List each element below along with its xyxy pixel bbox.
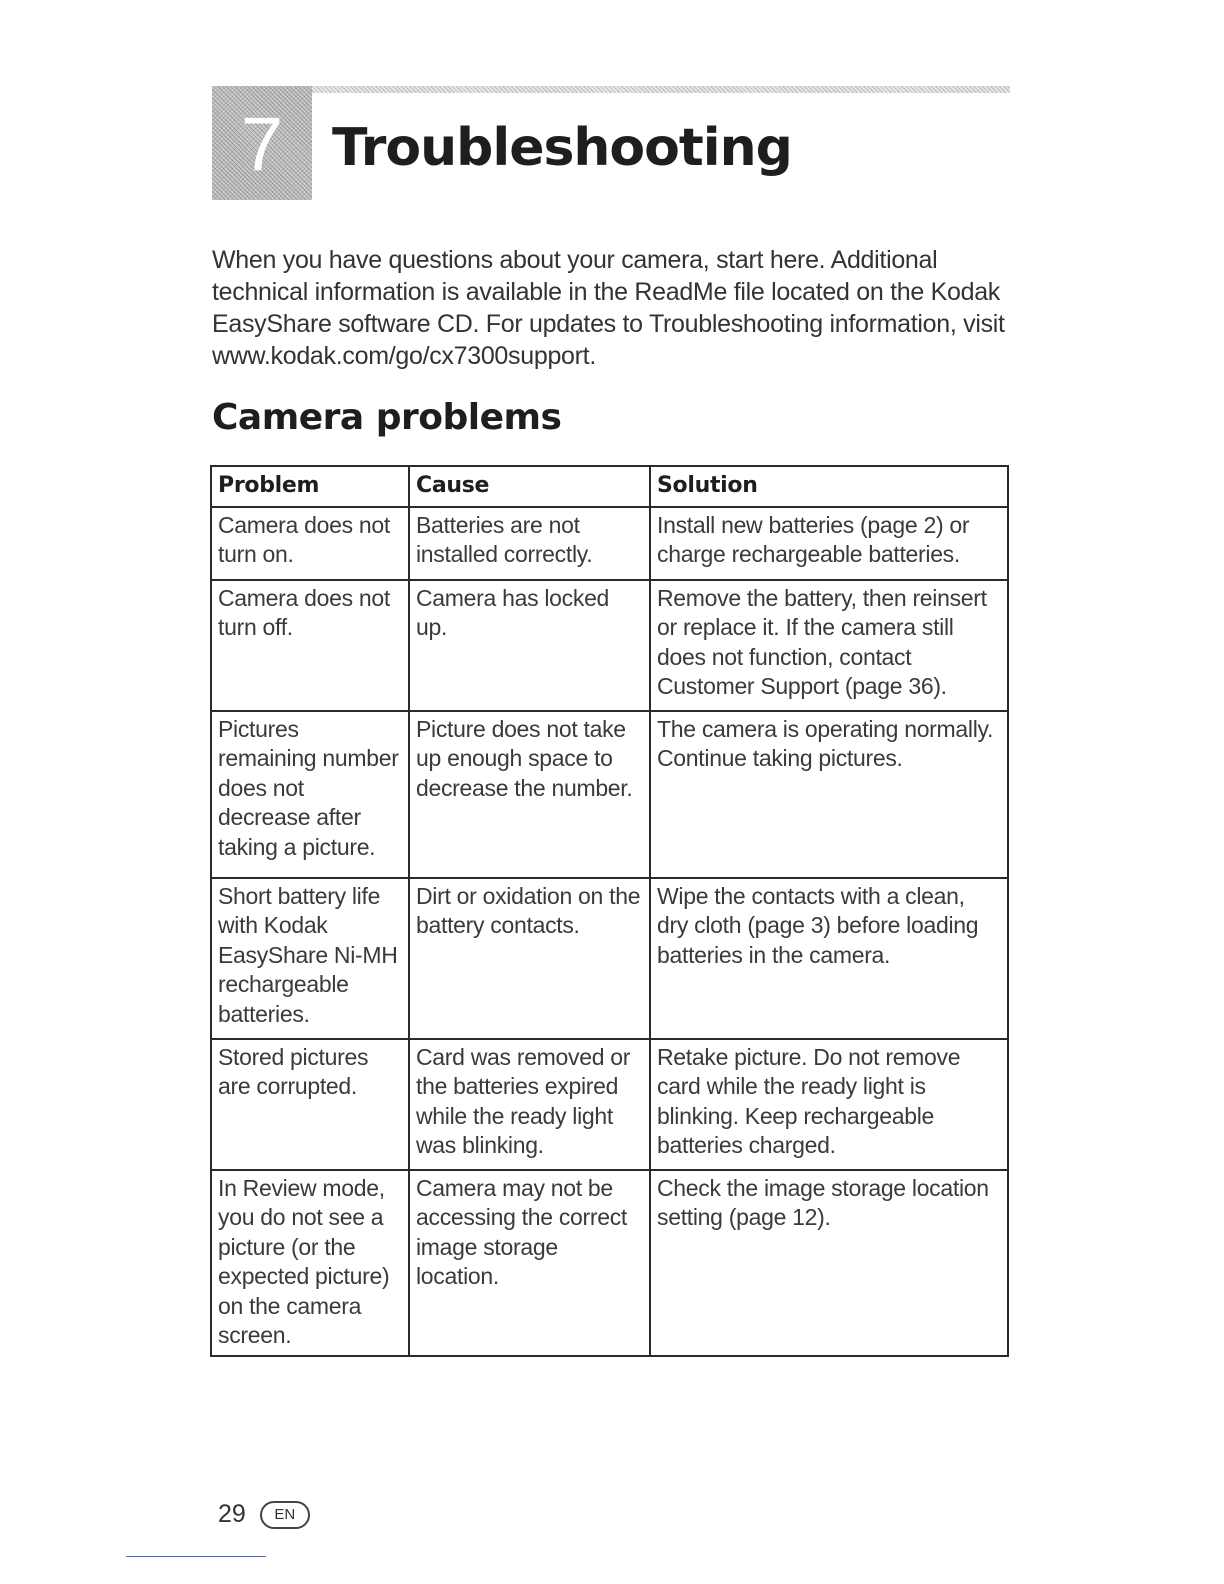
cause-cell: Camera has locked up. bbox=[409, 580, 650, 711]
solution-cell: Wipe the contacts with a clean, dry cloth (page 3) before loading batteries in the camera. bbox=[650, 878, 1008, 1039]
table-row bbox=[211, 878, 1008, 1039]
cause-cell: Picture does not take up enough space to decrease the number. bbox=[409, 711, 650, 878]
problem-cell: Camera does not turn on. bbox=[211, 507, 409, 580]
cause-cell: Card was removed or the batteries expired while the ready light was blinking. bbox=[409, 1039, 650, 1170]
table-row bbox=[211, 1170, 1008, 1356]
table-header-row bbox=[211, 466, 1008, 507]
footer-link-underline bbox=[126, 1556, 266, 1557]
header-problem: Problem bbox=[211, 466, 409, 507]
chapter-header-rule bbox=[212, 86, 1010, 93]
page-footer bbox=[218, 1500, 310, 1529]
table-row bbox=[211, 1039, 1008, 1170]
problem-cell: Camera does not turn off. bbox=[211, 580, 409, 711]
header-solution: Solution bbox=[650, 466, 1008, 507]
table-row bbox=[211, 507, 1008, 580]
problem-cell: Short battery life with Kodak EasyShare Ni-MH rechargeable batteries. bbox=[211, 878, 409, 1039]
table-row bbox=[211, 711, 1008, 878]
chapter-title: Troubleshooting bbox=[332, 118, 792, 178]
page-number: 29 bbox=[218, 1500, 246, 1528]
problem-cell: In Review mode, you do not see a picture (or the expected picture) on the camera screen. bbox=[211, 1170, 409, 1356]
solution-cell: Install new batteries (page 2) or charge rechargeable batteries. bbox=[650, 507, 1008, 580]
cause-cell: Dirt or oxidation on the battery contacts. bbox=[409, 878, 650, 1039]
solution-cell: Remove the battery, then reinsert or replace it. If the camera still does not function, contact Customer Support (page 36). bbox=[650, 580, 1008, 711]
problem-cell: Pictures remaining number does not decrease after taking a picture. bbox=[211, 711, 409, 878]
solution-cell: Retake picture. Do not remove card while the ready light is blinking. Keep rechargeable batteries charged. bbox=[650, 1039, 1008, 1170]
troubleshooting-table bbox=[210, 465, 1009, 1357]
problem-cell: Stored pictures are corrupted. bbox=[211, 1039, 409, 1170]
table-row bbox=[211, 580, 1008, 711]
solution-cell: The camera is operating normally. Continue taking pictures. bbox=[650, 711, 1008, 878]
chapter-number-box bbox=[212, 86, 312, 200]
chapter-number: 7 bbox=[240, 102, 284, 187]
solution-cell: Check the image storage location setting (page 12). bbox=[650, 1170, 1008, 1356]
cause-cell: Camera may not be accessing the correct image storage location. bbox=[409, 1170, 650, 1356]
intro-paragraph: When you have questions about your camera, start here. Additional technical information is available in the ReadMe file located on the Kodak EasyShare software CD. For updates to Troubleshooting information, visit www.kodak.com/go/cx7300support. bbox=[212, 246, 1005, 370]
language-badge: EN bbox=[260, 1501, 310, 1529]
section-heading: Camera problems bbox=[212, 397, 562, 438]
header-cause: Cause bbox=[409, 466, 650, 507]
cause-cell: Batteries are not installed correctly. bbox=[409, 507, 650, 580]
